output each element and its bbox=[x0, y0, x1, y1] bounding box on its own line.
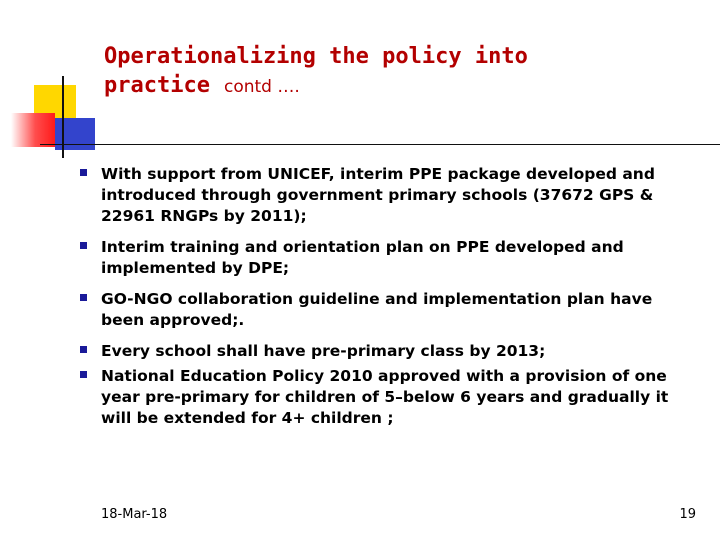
square-bullet-icon bbox=[80, 371, 87, 378]
bullet-text: Interim training and orientation plan on PPE developed and implemented by DPE; bbox=[101, 238, 624, 277]
bullet-text: GO-NGO collaboration guideline and implementation plan have been approved;. bbox=[101, 290, 653, 329]
bullet-text: National Education Policy 2010 approved with a provision of one year pre-primary for children of 5–below 6 years and gradually it will be extended for 4+ children ; bbox=[101, 367, 669, 427]
bullet-item bbox=[76, 341, 676, 362]
bullet-item bbox=[76, 366, 676, 429]
title-divider-line bbox=[40, 144, 720, 145]
square-bullet-icon bbox=[80, 169, 87, 176]
footer-date: 18-Mar-18 bbox=[101, 507, 168, 522]
decorative-red-bar bbox=[11, 113, 55, 147]
slide-title bbox=[104, 42, 528, 102]
square-bullet-icon bbox=[80, 294, 87, 301]
square-bullet-icon bbox=[80, 242, 87, 249]
bullet-list bbox=[76, 164, 676, 439]
slide-title-line2: practice bbox=[104, 73, 210, 98]
bullet-item bbox=[76, 289, 676, 331]
footer-page-number: 19 bbox=[679, 507, 696, 522]
bullet-item bbox=[76, 164, 676, 227]
square-bullet-icon bbox=[80, 346, 87, 353]
bullet-text: Every school shall have pre-primary class by 2013; bbox=[101, 342, 546, 360]
decorative-vertical-line bbox=[62, 76, 64, 158]
decorative-blue-square bbox=[55, 118, 95, 150]
bullet-text: With support from UNICEF, interim PPE package developed and introduced through government primary schools (37672 GPS & 22961 RNGPs by 2011); bbox=[101, 165, 655, 225]
slide-title-line1: Operationalizing the policy into bbox=[104, 44, 528, 69]
bullet-item bbox=[76, 237, 676, 279]
slide-title-suffix: contd …. bbox=[223, 77, 300, 97]
